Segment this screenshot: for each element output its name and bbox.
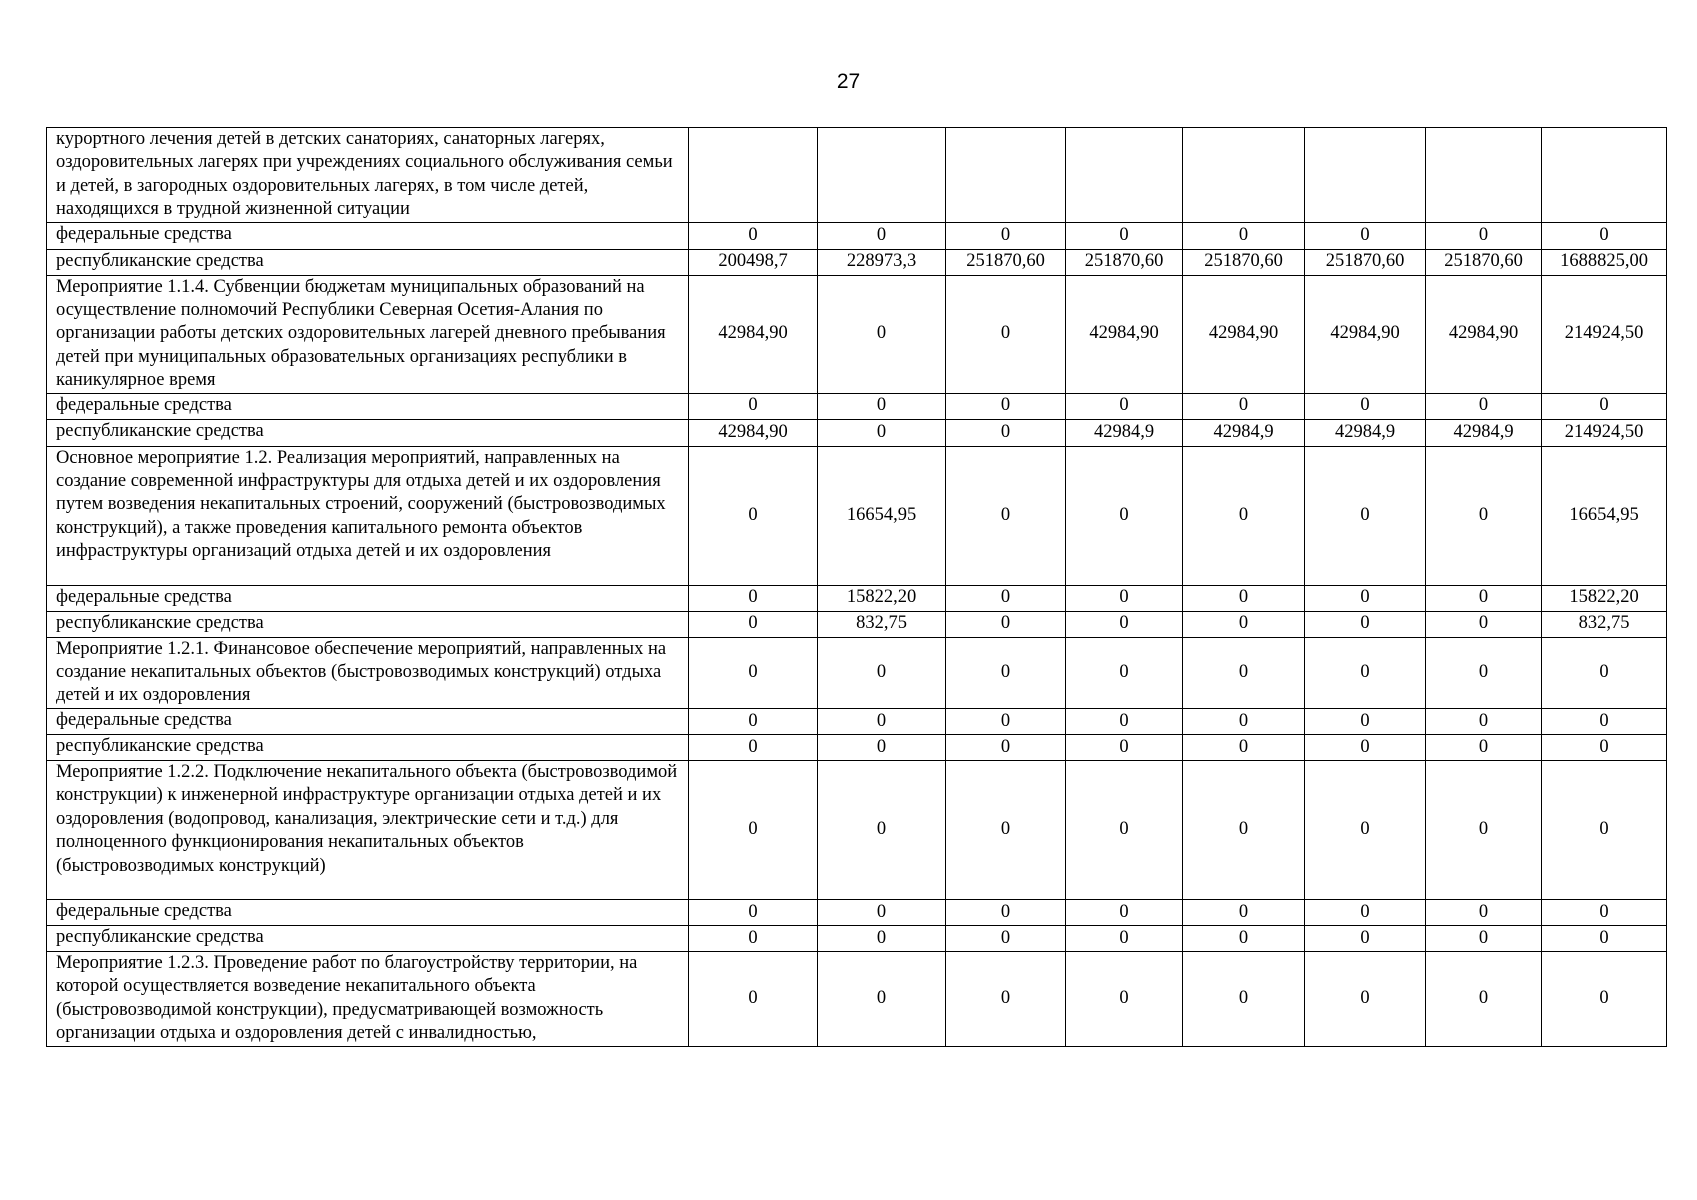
value-cell: 0 xyxy=(1305,899,1426,925)
table-row xyxy=(47,734,1667,760)
value-cell: 0 xyxy=(1183,760,1305,899)
value-cell: 16654,95 xyxy=(818,446,946,585)
row-label: республиканские средства xyxy=(47,925,689,951)
value-cell: 0 xyxy=(689,708,818,734)
value-cell: 0 xyxy=(946,734,1066,760)
value-cell: 0 xyxy=(1542,222,1667,249)
value-cell: 0 xyxy=(1066,393,1183,419)
value-cell xyxy=(689,128,818,223)
value-cell: 0 xyxy=(1066,734,1183,760)
value-cell: 0 xyxy=(818,734,946,760)
value-cell xyxy=(1183,128,1305,223)
value-cell: 42984,9 xyxy=(1066,419,1183,446)
value-cell: 0 xyxy=(1542,951,1667,1046)
value-cell: 0 xyxy=(1542,393,1667,419)
value-cell: 0 xyxy=(689,222,818,249)
table-row xyxy=(47,611,1667,637)
value-cell: 0 xyxy=(1542,734,1667,760)
value-cell: 0 xyxy=(1066,446,1183,585)
value-cell: 0 xyxy=(1183,951,1305,1046)
row-label: федеральные средства xyxy=(47,899,689,925)
table-row xyxy=(47,925,1667,951)
value-cell: 0 xyxy=(1305,925,1426,951)
value-cell: 42984,90 xyxy=(1066,275,1183,393)
value-cell: 0 xyxy=(946,222,1066,249)
value-cell: 0 xyxy=(1426,611,1542,637)
value-cell: 0 xyxy=(946,611,1066,637)
budget-table xyxy=(46,127,1667,1047)
value-cell: 0 xyxy=(1066,708,1183,734)
value-cell: 0 xyxy=(1426,760,1542,899)
value-cell: 42984,90 xyxy=(1426,275,1542,393)
value-cell: 251870,60 xyxy=(1426,249,1542,275)
value-cell: 0 xyxy=(1183,708,1305,734)
value-cell: 0 xyxy=(689,760,818,899)
value-cell: 0 xyxy=(1426,637,1542,708)
value-cell: 0 xyxy=(1305,734,1426,760)
value-cell xyxy=(1542,128,1667,223)
value-cell: 42984,90 xyxy=(1183,275,1305,393)
value-cell: 0 xyxy=(1066,611,1183,637)
value-cell: 0 xyxy=(1542,708,1667,734)
value-cell: 42984,90 xyxy=(1305,275,1426,393)
value-cell: 16654,95 xyxy=(1542,446,1667,585)
value-cell: 0 xyxy=(1542,760,1667,899)
value-cell: 0 xyxy=(1183,637,1305,708)
value-cell: 0 xyxy=(1426,446,1542,585)
row-label: федеральные средства xyxy=(47,222,689,249)
value-cell: 0 xyxy=(689,611,818,637)
value-cell: 251870,60 xyxy=(1183,249,1305,275)
value-cell: 42984,90 xyxy=(689,275,818,393)
row-label: Мероприятие 1.1.4. Субвенции бюджетам муниципальных образований на осуществление полномочий Республики Северная Осетия-Алания по организации работы детских оздоровительных лагерей дневного пребывания детей при муниципальных образовательных организациях республики в каникулярное время xyxy=(47,275,689,393)
value-cell: 832,75 xyxy=(818,611,946,637)
value-cell: 0 xyxy=(1426,734,1542,760)
row-label: федеральные средства xyxy=(47,708,689,734)
value-cell xyxy=(946,128,1066,223)
value-cell: 0 xyxy=(818,419,946,446)
value-cell: 0 xyxy=(818,275,946,393)
row-label: федеральные средства xyxy=(47,393,689,419)
value-cell: 0 xyxy=(689,446,818,585)
value-cell: 214924,50 xyxy=(1542,419,1667,446)
value-cell: 0 xyxy=(1426,222,1542,249)
table-row xyxy=(47,899,1667,925)
value-cell xyxy=(818,128,946,223)
table-row xyxy=(47,637,1667,708)
value-cell: 15822,20 xyxy=(1542,585,1667,611)
value-cell: 0 xyxy=(1542,899,1667,925)
value-cell: 0 xyxy=(1305,222,1426,249)
row-label: федеральные средства xyxy=(47,585,689,611)
value-cell: 0 xyxy=(1305,446,1426,585)
table-row xyxy=(47,275,1667,393)
row-label: курортного лечения детей в детских санаториях, санаторных лагерях, оздоровительных лагерях при учреждениях социального обслуживания семьи и детей, в загородных оздоровительных лагерях, в том числе детей, находящихся в трудной жизненной ситуации xyxy=(47,128,689,223)
value-cell: 251870,60 xyxy=(1305,249,1426,275)
value-cell: 0 xyxy=(689,734,818,760)
value-cell: 42984,90 xyxy=(689,419,818,446)
value-cell: 0 xyxy=(1542,925,1667,951)
row-label: республиканские средства xyxy=(47,611,689,637)
value-cell: 0 xyxy=(1183,925,1305,951)
value-cell: 15822,20 xyxy=(818,585,946,611)
value-cell: 0 xyxy=(689,951,818,1046)
value-cell: 0 xyxy=(1426,925,1542,951)
value-cell: 0 xyxy=(1066,925,1183,951)
table-row xyxy=(47,249,1667,275)
value-cell: 0 xyxy=(1183,899,1305,925)
value-cell: 0 xyxy=(1066,637,1183,708)
table-row xyxy=(47,585,1667,611)
row-label: Мероприятие 1.2.2. Подключение некапитального объекта (быстровозводимой конструкции) к инженерной инфраструктуре организации отдыха детей и их оздоровления (водопровод, канализация, электрические сети и т.д.) для полноценного функционирования некапитальных объектов (быстровозводимых конструкций) xyxy=(47,760,689,899)
table-row xyxy=(47,708,1667,734)
value-cell: 0 xyxy=(1305,393,1426,419)
value-cell: 251870,60 xyxy=(946,249,1066,275)
value-cell: 0 xyxy=(1183,734,1305,760)
value-cell: 0 xyxy=(1305,951,1426,1046)
value-cell: 0 xyxy=(1426,393,1542,419)
value-cell: 0 xyxy=(946,708,1066,734)
value-cell: 0 xyxy=(946,393,1066,419)
page-number: 27 xyxy=(836,70,861,93)
value-cell: 42984,9 xyxy=(1305,419,1426,446)
value-cell: 0 xyxy=(1542,637,1667,708)
value-cell: 0 xyxy=(946,637,1066,708)
value-cell: 0 xyxy=(818,222,946,249)
value-cell: 0 xyxy=(1183,393,1305,419)
table-row xyxy=(47,760,1667,899)
value-cell: 0 xyxy=(1066,222,1183,249)
row-label: Мероприятие 1.2.3. Проведение работ по благоустройству территории, на которой осуществляется возведение некапитального объекта (быстровозводимой конструкции), предусматривающей возможность организации отдыха и оздоровления детей с инвалидностью, xyxy=(47,951,689,1046)
value-cell: 251870,60 xyxy=(1066,249,1183,275)
row-label: республиканские средства xyxy=(47,249,689,275)
value-cell: 0 xyxy=(689,393,818,419)
value-cell: 0 xyxy=(1066,760,1183,899)
value-cell: 0 xyxy=(946,760,1066,899)
value-cell: 0 xyxy=(1426,708,1542,734)
value-cell: 1688825,00 xyxy=(1542,249,1667,275)
table-row xyxy=(47,222,1667,249)
row-label: Основное мероприятие 1.2. Реализация мероприятий, направленных на создание современной инфраструктуры для отдыха детей и их оздоровления путем возведения некапитальных строений, сооружений (быстровозводимых конструкций), а также проведения капитального ремонта объектов инфраструктуры организаций отдыха детей и их оздоровления xyxy=(47,446,689,585)
table-row xyxy=(47,393,1667,419)
value-cell: 0 xyxy=(946,899,1066,925)
value-cell: 214924,50 xyxy=(1542,275,1667,393)
table-row xyxy=(47,419,1667,446)
value-cell: 832,75 xyxy=(1542,611,1667,637)
value-cell: 0 xyxy=(1066,951,1183,1046)
value-cell: 0 xyxy=(818,760,946,899)
value-cell: 0 xyxy=(1305,611,1426,637)
value-cell: 200498,7 xyxy=(689,249,818,275)
value-cell: 0 xyxy=(1426,899,1542,925)
value-cell: 0 xyxy=(1183,585,1305,611)
value-cell: 0 xyxy=(818,899,946,925)
value-cell xyxy=(1066,128,1183,223)
value-cell: 0 xyxy=(1426,585,1542,611)
value-cell: 0 xyxy=(818,637,946,708)
row-label: Мероприятие 1.2.1. Финансовое обеспечение мероприятий, направленных на создание некапитальных объектов (быстровозводимых конструкций) отдыха детей и их оздоровления xyxy=(47,637,689,708)
value-cell: 0 xyxy=(818,925,946,951)
value-cell: 0 xyxy=(1305,637,1426,708)
value-cell: 0 xyxy=(946,951,1066,1046)
value-cell xyxy=(1305,128,1426,223)
value-cell: 0 xyxy=(946,275,1066,393)
value-cell: 0 xyxy=(818,393,946,419)
value-cell: 0 xyxy=(946,446,1066,585)
table-body xyxy=(47,128,1667,1047)
value-cell: 0 xyxy=(689,585,818,611)
value-cell: 0 xyxy=(1426,951,1542,1046)
row-label: республиканские средства xyxy=(47,419,689,446)
value-cell: 0 xyxy=(689,637,818,708)
value-cell: 0 xyxy=(1305,708,1426,734)
table-row xyxy=(47,128,1667,223)
value-cell: 0 xyxy=(1066,899,1183,925)
value-cell: 0 xyxy=(946,925,1066,951)
value-cell: 228973,3 xyxy=(818,249,946,275)
value-cell xyxy=(1426,128,1542,223)
value-cell: 42984,9 xyxy=(1183,419,1305,446)
value-cell: 0 xyxy=(1183,222,1305,249)
value-cell: 0 xyxy=(818,951,946,1046)
value-cell: 0 xyxy=(1305,760,1426,899)
value-cell: 0 xyxy=(946,419,1066,446)
value-cell: 0 xyxy=(1305,585,1426,611)
table-row xyxy=(47,951,1667,1046)
value-cell: 0 xyxy=(1183,611,1305,637)
value-cell: 0 xyxy=(689,899,818,925)
value-cell: 42984,9 xyxy=(1426,419,1542,446)
value-cell: 0 xyxy=(946,585,1066,611)
table-row xyxy=(47,446,1667,585)
value-cell: 0 xyxy=(1183,446,1305,585)
value-cell: 0 xyxy=(689,925,818,951)
value-cell: 0 xyxy=(1066,585,1183,611)
value-cell: 0 xyxy=(818,708,946,734)
row-label: республиканские средства xyxy=(47,734,689,760)
